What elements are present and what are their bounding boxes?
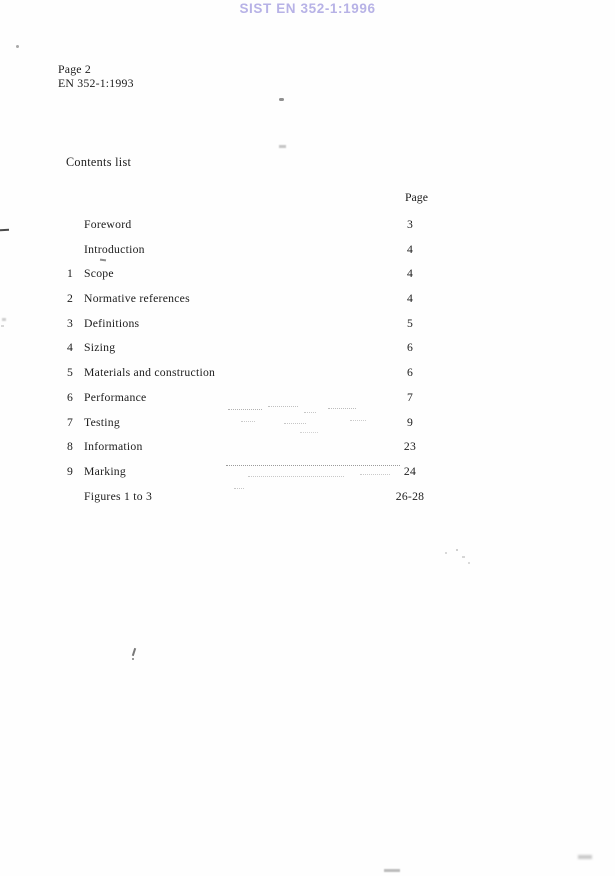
toc-row	[64, 391, 440, 416]
toc-entry-number: 7	[67, 415, 74, 429]
toc-row	[64, 490, 440, 515]
toc-row	[64, 341, 440, 366]
toc-entry-number: 3	[67, 316, 74, 330]
toc-entry-label: Testing	[84, 415, 120, 429]
contents-table	[64, 218, 440, 514]
toc-entry-number: 2	[67, 292, 74, 306]
scan-artifact-slash	[132, 648, 136, 656]
toc-entry-page: 4	[406, 267, 414, 281]
watermark-standard-id: SIST EN 352-1:1996	[239, 1, 376, 16]
toc-row	[64, 292, 440, 317]
scan-artifact-smudge	[279, 145, 286, 148]
toc-entry-page: 7	[406, 390, 414, 404]
toc-entry-label: Foreword	[84, 218, 132, 231]
toc-row	[64, 218, 440, 243]
toc-row	[64, 465, 440, 490]
toc-entry-page: 23	[403, 440, 417, 454]
toc-entry-number: 9	[67, 464, 74, 478]
toc-entry-label: Definitions	[84, 316, 140, 330]
standard-number-line: EN 352-1:1993	[58, 75, 134, 90]
scan-artifact-edge-dash	[0, 229, 9, 231]
scan-artifact-speck	[462, 556, 465, 558]
toc-entry-page: 6	[406, 366, 414, 380]
toc-entry-label: Scope	[84, 267, 114, 281]
contents-heading: Contents list	[66, 155, 132, 169]
toc-entry-number: 1	[67, 267, 74, 281]
toc-entry-label: Sizing	[84, 341, 116, 355]
scan-artifact-dot	[16, 45, 19, 48]
toc-entry-number: 4	[67, 341, 74, 355]
toc-entry-number: 8	[67, 440, 74, 454]
page-column-label: Page	[405, 190, 428, 204]
scan-artifact-edge-speck	[2, 318, 6, 321]
scan-artifact-speck	[468, 562, 470, 564]
toc-row	[64, 243, 440, 268]
toc-entry-label: Introduction	[84, 242, 145, 256]
scan-artifact-smudge	[384, 869, 400, 872]
scan-artifact-smudge	[578, 855, 592, 859]
toc-entry-label: Figures 1 to 3	[84, 489, 153, 503]
toc-entry-number: 5	[67, 366, 74, 380]
scan-artifact-speck	[132, 658, 134, 660]
toc-entry-page: 4	[406, 242, 414, 256]
page-header	[58, 63, 134, 90]
toc-entry-label: Marking	[84, 464, 126, 478]
toc-entry-page: 4	[406, 292, 414, 306]
toc-row	[64, 366, 440, 391]
toc-entry-number: 6	[67, 390, 74, 404]
toc-entry-label: Performance	[84, 390, 147, 404]
toc-entry-page: 5	[406, 316, 414, 330]
toc-entry-page: 6	[406, 341, 414, 355]
toc-entry-label: Normative references	[84, 292, 190, 306]
toc-row	[64, 317, 440, 342]
toc-entry-page: 26-28	[395, 489, 425, 503]
scan-artifact-dot	[279, 98, 284, 101]
scan-artifact-speck	[456, 549, 458, 551]
toc-entry-label: Materials and construction	[84, 366, 216, 380]
toc-entry-page: 9	[406, 415, 414, 429]
toc-row	[64, 440, 440, 465]
toc-row	[64, 267, 440, 292]
toc-row	[64, 416, 440, 441]
toc-entry-page: 24	[403, 464, 417, 478]
scan-artifact-speck	[445, 552, 447, 554]
page-number-line: Page 2	[58, 62, 91, 76]
toc-entry-page: 3	[406, 218, 414, 231]
scan-artifact-edge-speck	[1, 325, 4, 327]
toc-entry-label: Information	[84, 440, 143, 454]
